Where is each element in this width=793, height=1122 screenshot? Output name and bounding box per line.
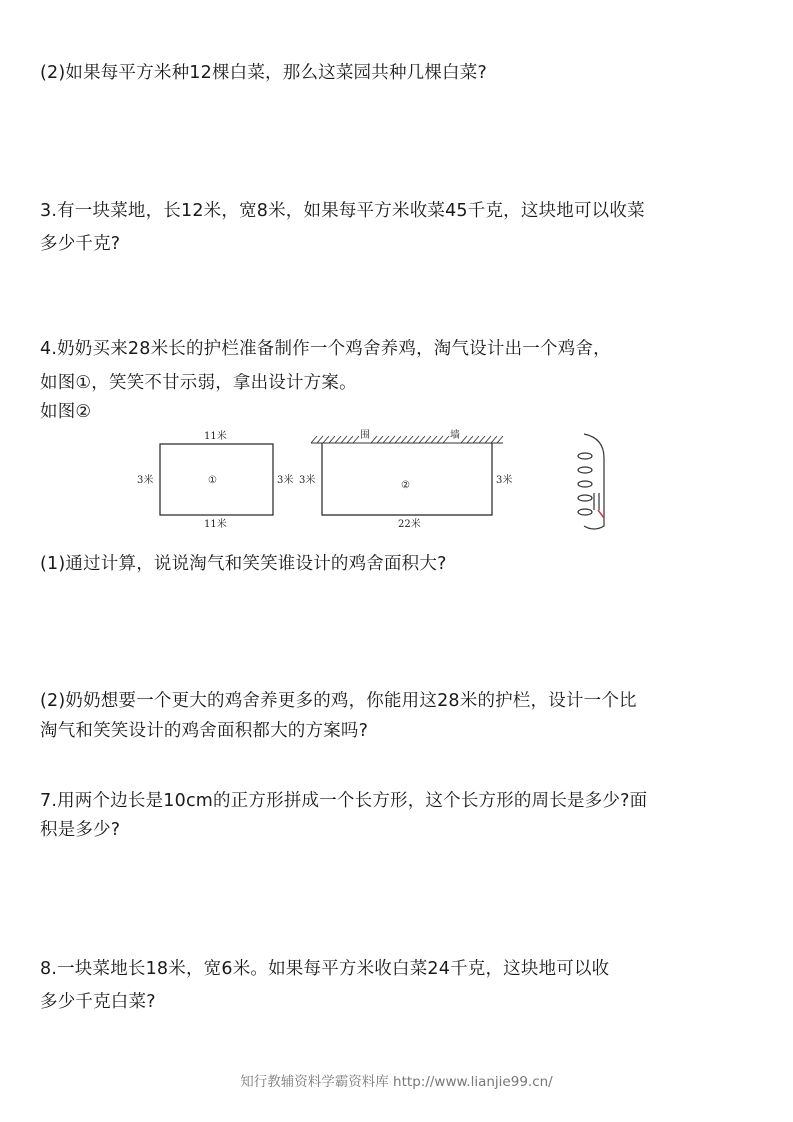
question-4-line3: 如图② (40, 402, 92, 422)
wall-hatching (311, 436, 503, 443)
rect1-right-label: 3米 (277, 475, 294, 486)
question-8-line2: 多少千克白菜? (40, 992, 156, 1012)
wall-label-2: 墙 (450, 430, 460, 441)
rect2-right-label: 3米 (496, 475, 513, 486)
question-4-line2: 如图①，笑笑不甘示弱，拿出设计方案。 (40, 373, 357, 393)
question-7-line2: 积是多少? (40, 820, 121, 840)
rect1-center-label: ① (208, 475, 217, 486)
rect1-left-label: 3米 (137, 475, 154, 486)
question-4-line1: 4.奶奶买来28米长的护栏准备制作一个鸡舍养鸡，淘气设计出一个鸡舍， (40, 339, 611, 359)
question-3-line2: 多少千克? (40, 234, 121, 254)
wall-label-1: 围 (360, 430, 370, 441)
rect2-center-label: ② (401, 480, 410, 491)
rect2-left-label: 3米 (299, 475, 316, 486)
coop-figure (136, 418, 606, 536)
question-4-part1: (1)通过计算，说说淘气和笑笑谁设计的鸡舍面积大? (40, 554, 447, 574)
question-7-line1: 7.用两个边长是10cm的正方形拼成一个长方形，这个长方形的周长是多少?面 (40, 791, 648, 811)
footer-watermark: 知行教辅资料学霸资料库 http://www.lianjie99.cn/ (240, 1074, 553, 1090)
question-8-line1: 8.一块菜地长18米，宽6米。如果每平方米收白菜24千克，这块地可以收 (40, 959, 610, 979)
rect1-bottom-label: 11米 (204, 519, 227, 530)
question-4-part2-line2: 淘气和笑笑设计的鸡舍面积都大的方案吗? (40, 721, 369, 741)
rect1-top-label: 11米 (204, 431, 227, 442)
question-4-part2-line1: (2)奶奶想要一个更大的鸡舍养更多的鸡，你能用这28米的护栏，设计一个比 (40, 691, 637, 711)
notebook-icon (578, 434, 604, 529)
question-prev-part2: (2)如果每平方米种12棵白菜，那么这菜园共种几棵白菜? (40, 63, 487, 83)
rect2-bottom-label: 22米 (398, 519, 421, 530)
coop-rect-2 (322, 443, 492, 515)
question-3-line1: 3.有一块菜地，长12米，宽8米，如果每平方米收菜45千克，这块地可以收菜 (40, 201, 645, 221)
